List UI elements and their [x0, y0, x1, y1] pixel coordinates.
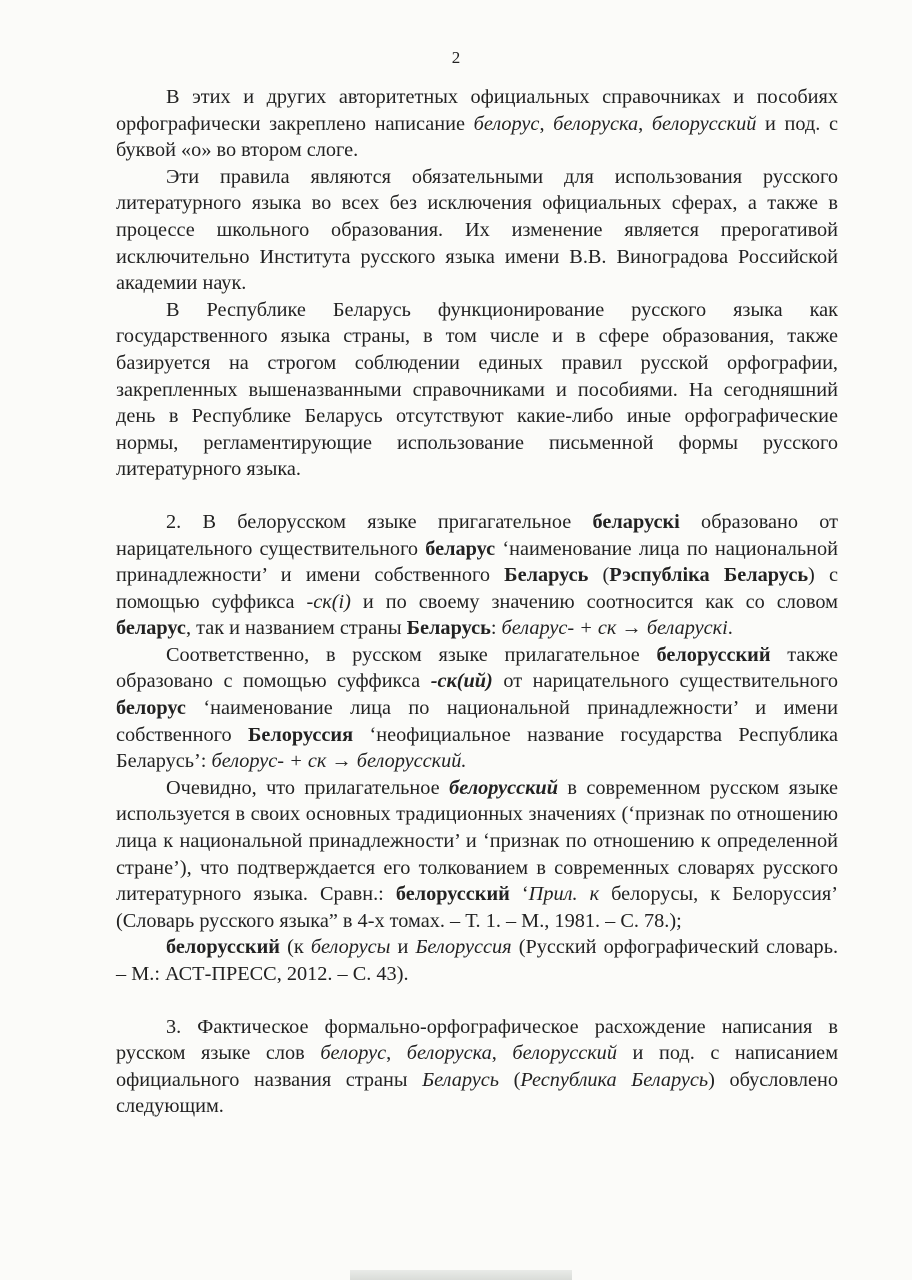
- paragraph-1: В этих и других авторитетных официальных справочниках и пособиях орфографически закреплено написание белорус, белоруска, белорусский и под. с буквой «о» во втором слоге.: [116, 86, 838, 162]
- document-body: [116, 84, 838, 1120]
- paragraph-6: Очевидно, что прилагательное белорусский в современном русском языке используется в своих основных традиционных значениях (‘признак по отношению лица к национальной принадлежности’ и ‘признак по отношению к определенной стране’), что подтверждается его толкованием в современных словарях русского литературного языка. Сравн.: белорусский ‘Прил. к белорусы, к Белоруссия’ (Словарь русского языка” в 4-х томах. – Т. 1. – М., 1981. – С. 78.);: [116, 776, 838, 932]
- paragraph-7: белорусский (к белорусы и Белоруссия (Русский орфографический словарь. – М.: АСТ-ПРЕСС, 2012. – С. 43).: [116, 936, 839, 985]
- paragraph-2: Эти правила являются обязательными для использования русского литературного языка во всех без исключения официальных сферах, а также в процессе школьного образования. Их изменение является прерогативой исключительно Института русского языка имени В.В. Виноградова Российской академии наук.: [116, 165, 838, 295]
- paragraph-4: 2. В белорусском языке пригагательное беларускі образовано от нарицательного существительного беларус ‘наименование лица по национальной принадлежности’ и имени собственного Беларусь (Рэспубліка Беларусь) с помощью суффикса -ск(і) и по своему значению соотносится как со словом беларус, так и названием страны Беларусь: беларус- + ск → беларускі.: [116, 510, 839, 640]
- scan-artifact-strip: [350, 1270, 572, 1280]
- paragraph-8: 3. Фактическое формально-орфографическое расхождение написания в русском языке слов белорус, белоруска, белорусский и под. с написанием официального названия страны Беларусь (Республика Беларусь) обусловлено следующим.: [116, 1015, 839, 1118]
- paragraph-3: В Республике Беларусь функционирование русского языка как государственного языка страны, в том числе и в сфере образования, также базируется на строгом соблюдении единых правил русской орфографии, закрепленных вышеназванными справочниками и пособиями. На сегодняшний день в Республике Беларусь отсутствуют какие-либо иные орфографические нормы, регламентирующие использование письменной формы русского литературного языка.: [116, 298, 838, 481]
- paragraph-5: Соответственно, в русском языке прилагательное белорусский также образовано с помощью суффикса -ск(ий) от нарицательного существительного белорус ‘наименование лица по национальной принадлежности’ и имени собственного Белоруссия ‘неофициальное название государства Республика Беларусь’: белорус- + ск → белорусский.: [116, 643, 838, 773]
- page-number: 2: [451, 48, 461, 67]
